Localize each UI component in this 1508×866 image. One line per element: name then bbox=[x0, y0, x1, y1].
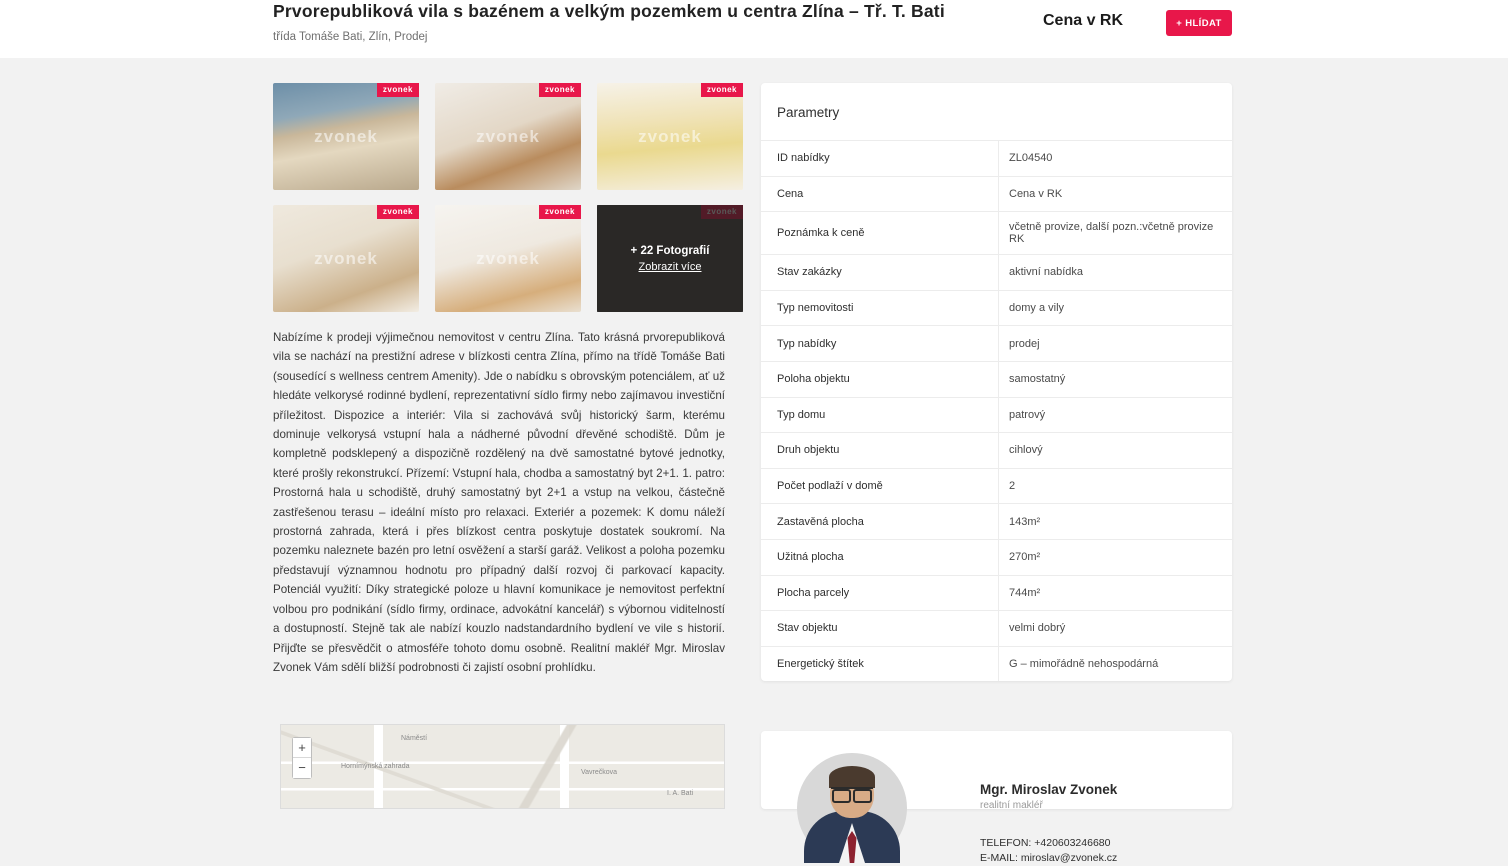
page-body bbox=[0, 58, 1508, 864]
param-value: 143m² bbox=[998, 504, 1232, 539]
table-row bbox=[761, 503, 1232, 539]
table-row bbox=[761, 432, 1232, 468]
agent-email[interactable]: E-MAIL: miroslav@zvonek.cz bbox=[980, 852, 1118, 864]
param-value: prodej bbox=[998, 326, 1232, 361]
gallery-photo[interactable] bbox=[273, 205, 419, 312]
table-row bbox=[761, 397, 1232, 433]
photo-badge: zvonek bbox=[377, 83, 419, 97]
param-key: Typ nemovitosti bbox=[777, 302, 854, 315]
param-key: Stav objektu bbox=[777, 622, 838, 635]
table-row bbox=[761, 325, 1232, 361]
page-header bbox=[0, 0, 1508, 58]
param-value: patrový bbox=[998, 398, 1232, 433]
param-key: Cena bbox=[777, 187, 804, 200]
param-value: G – mimořádně nehospodárná bbox=[998, 647, 1232, 682]
param-key: Energetický štítek bbox=[777, 658, 864, 671]
param-key: Poloha objektu bbox=[777, 373, 850, 386]
param-value: ZL04540 bbox=[998, 141, 1232, 176]
photo-badge: zvonek bbox=[539, 83, 581, 97]
watermark-label: zvonek bbox=[638, 126, 702, 146]
table-row bbox=[761, 575, 1232, 611]
watermark-label: zvonek bbox=[314, 248, 378, 268]
agent-name: Mgr. Miroslav Zvonek bbox=[980, 782, 1118, 797]
gallery-row-top bbox=[273, 83, 744, 190]
watch-button[interactable]: + HLÍDAT bbox=[1166, 10, 1232, 36]
param-value: včetně provize, další pozn.:včetně provize RK bbox=[998, 212, 1232, 254]
show-more-link[interactable]: Zobrazit více bbox=[638, 260, 702, 273]
page-title: Prvorepubliková vila s bazénem a velkým pozemkem u centra Zlína – Tř. T. Bati bbox=[273, 1, 945, 21]
table-row bbox=[761, 176, 1232, 212]
table-row bbox=[761, 290, 1232, 326]
photo-gallery bbox=[273, 83, 744, 327]
watermark-label: zvonek bbox=[476, 248, 540, 268]
parameters-title: Parametry bbox=[777, 105, 840, 120]
gallery-row-bottom bbox=[273, 205, 744, 312]
param-key: Typ nabídky bbox=[777, 337, 837, 350]
map-zoom-out-button[interactable]: − bbox=[293, 758, 311, 778]
map-zoom-in-button[interactable]: + bbox=[293, 738, 311, 758]
photo-badge: zvonek bbox=[377, 205, 419, 219]
gallery-photo-more[interactable] bbox=[597, 205, 743, 312]
table-row bbox=[761, 361, 1232, 397]
param-value: cihlový bbox=[998, 433, 1232, 468]
param-key: Užitná plocha bbox=[777, 551, 844, 564]
glasses-icon bbox=[831, 787, 873, 797]
map-street-label: Hornímýnská zahrada bbox=[341, 763, 410, 770]
table-row bbox=[761, 539, 1232, 575]
table-row bbox=[761, 646, 1232, 682]
map-street-label: Náměstí bbox=[401, 735, 428, 742]
gallery-photo[interactable] bbox=[597, 83, 743, 190]
agent-role: realitní makléř bbox=[980, 800, 1043, 811]
agent-info bbox=[980, 782, 1117, 866]
avatar-hair bbox=[829, 766, 875, 788]
price-label: Cena v RK bbox=[1043, 12, 1124, 29]
photo-badge: zvonek bbox=[539, 205, 581, 219]
listing-location: třída Tomáše Bati, Zlín, Prodej bbox=[273, 31, 428, 43]
param-key: Počet podlaží v domě bbox=[777, 480, 883, 493]
more-photos-overlay[interactable] bbox=[597, 205, 743, 312]
watermark-label: zvonek bbox=[314, 126, 378, 146]
param-value: 270m² bbox=[998, 540, 1232, 575]
gallery-photo[interactable] bbox=[435, 83, 581, 190]
param-value: 2 bbox=[998, 469, 1232, 504]
agent-card bbox=[761, 731, 1232, 864]
photo-badge: zvonek bbox=[701, 83, 743, 97]
param-key: Plocha parcely bbox=[777, 586, 850, 599]
param-key: Typ domu bbox=[777, 408, 826, 421]
param-value: 744m² bbox=[998, 576, 1232, 611]
param-value: aktivní nabídka bbox=[998, 255, 1232, 290]
table-row bbox=[761, 468, 1232, 504]
param-value: domy a vily bbox=[998, 291, 1232, 326]
param-key: ID nabídky bbox=[777, 152, 830, 165]
table-row bbox=[761, 610, 1232, 646]
map-zoom-control[interactable] bbox=[292, 737, 312, 779]
param-value: velmi dobrý bbox=[998, 611, 1232, 646]
watermark-label: zvonek bbox=[476, 126, 540, 146]
avatar bbox=[797, 753, 907, 863]
map-street-label: I. A. Bati bbox=[667, 790, 694, 797]
param-key: Druh objektu bbox=[777, 444, 840, 457]
gallery-photo[interactable] bbox=[435, 205, 581, 312]
table-row bbox=[761, 140, 1232, 176]
param-key: Poznámka k ceně bbox=[777, 227, 865, 240]
param-key: Zastavěná plocha bbox=[777, 515, 864, 528]
more-photos-count: + 22 Fotografií bbox=[630, 244, 710, 257]
location-map[interactable] bbox=[280, 724, 725, 809]
agent-phone[interactable]: TELEFON: +420603246680 bbox=[980, 837, 1111, 849]
param-value: Cena v RK bbox=[998, 177, 1232, 212]
map-street-label: Vavrečkova bbox=[581, 769, 618, 776]
parameters-card bbox=[761, 83, 1232, 681]
gallery-photo[interactable] bbox=[273, 83, 419, 190]
table-row bbox=[761, 254, 1232, 290]
param-value: samostatný bbox=[998, 362, 1232, 397]
table-row bbox=[761, 211, 1232, 254]
listing-description: Nabízíme k prodeji výjimečnou nemovitost v centru Zlína. Tato krásná prvorepubliková vila se nachází na prestižní adrese v blízkosti centra Zlína, přímo na třídě Tomáše Bati (sousedící s wellness centrem Amenity). Jde o nabídku s obrovským potenciálem, ať už hledáte velkorysé rodinné bydlení, reprezentativní sídlo firmy nebo zajímavou investiční příležitost. Dispozice a interiér: Vila si zachovává svůj historický šarm, kterému dominuje velkorysá vstupní hala a nádherné původní dřevěné schodiště. Dům je kompletně podsklepený a dispozičně rozdělený na dvě samostatné bytové jednotky, které prošly rekonstrukcí. Přízemí: Vstupní hala, chodba a samostatný byt 2+1. 1. patro: Prostorná hala u schodiště, druhý samostatný byt 2+1 a vstup na velkou, částečně zastřešenou terasu – ideální místo pro relaxaci. Exteriér a pozemek: K domu náleží prostorná zahrada, která i přes blízkost centra poskytuje dostatek soukromí. Na pozemku naleznete bazén pro letní osvěžení a starší garáž. Velikost a poloha pozemku představují významnou hodnotu pro případný další rozvoj či parkovací kapacity. Potenciál využití: Díky strategické poloze u hlavní komunikace je nemovitost perfektní volbou pro podnikání (sídlo firmy, ordinace, advokátní kancelář) s výbornou viditelností a dostupností. Stejně tak ale nabízí kouzlo nadstandardního bydlení ve vile s historií. Přijďte se přesvědčit o atmosféře tohoto domu osobně. Realitní makléř Mgr. Miroslav Zvonek Vám sdělí bližší podrobnosti či zajistí osobní prohlídku. bbox=[273, 331, 725, 674]
param-key: Stav zakázky bbox=[777, 266, 842, 279]
